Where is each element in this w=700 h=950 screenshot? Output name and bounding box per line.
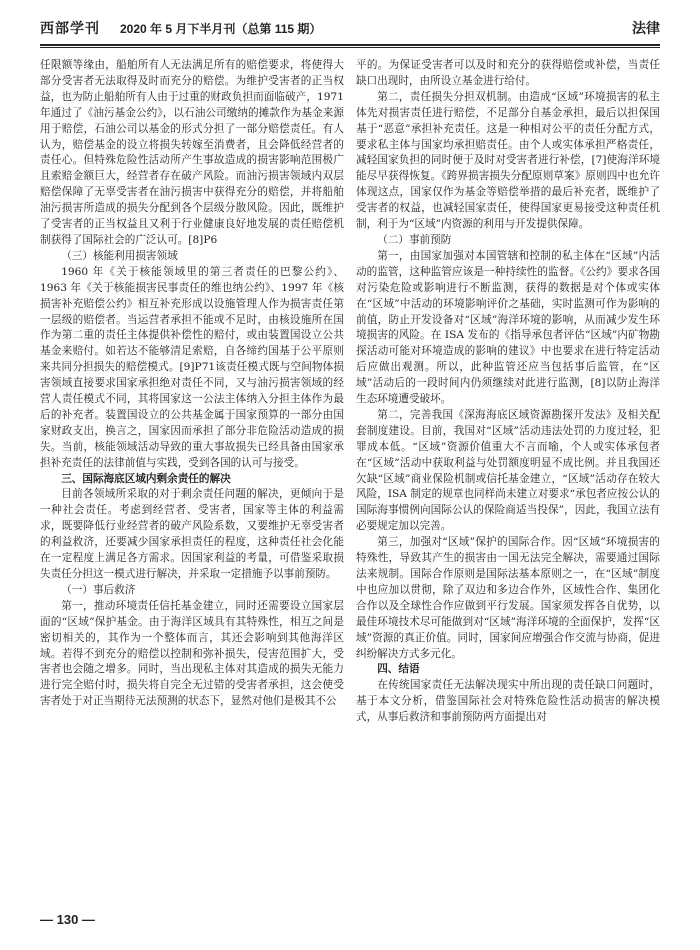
section-label: 法律 <box>632 20 660 36</box>
section-heading: 三、国际海底区域内剩余责任的解决 <box>61 472 231 485</box>
paragraph: 第二，完善我国《深海海底区域资源勘探开发法》及相关配套制度建设。目前，我国对“区域”活动违法处罚的力度过轻，犯罪成本低。“区域”资源价值重大不言而喻，个人或实体承包者在“区域”活动中获取利益与处罚额度明显不成比例。并且我国还欠缺“区域”商业保险机制或信托基金建立，“区域”活动存在较大风险，ISA 制定的规章也同样尚未建立对要求“承包者应按公认的国际海事惯例向国际公认的保险商适当投保”，因此，我国立法有必要规定加以完善。 <box>356 408 660 533</box>
section-heading: 四、结语 <box>377 663 420 676</box>
header-rule-thin <box>40 47 660 48</box>
header-rule <box>40 44 660 46</box>
right-column <box>356 58 660 726</box>
paragraph: 在传统国家责任无法解决现实中所出现的责任缺口问题时，基于本文分析，借鉴国际社会对特殊危险性活动损害的解决模式，从事后救济和事前预防两方面提出对 <box>356 679 660 724</box>
journal-title: 西部学刊 <box>40 21 100 37</box>
paragraph: 第一，推动环境责任信托基金建立，同时还需要设立国家层面的“区域”保护基金。由于海洋区域具有其特殊性，相互之间是密切相关的，其作为一个整体而言，其还会影响到其他海洋区域。若得不到充分的赔偿以控制和弥补损失，侵害范围扩大，受害者也会随之增多。同时，当出现私主体对其造成的损失无能力进行完全赔付时，损失将自完全无过错的受害者承担，这会使受害者处于对正当期待无法预测的状态下，显然对他们是极其不公 <box>40 599 344 708</box>
page-number: — 130 — <box>40 912 95 927</box>
paragraph: 第一，由国家加强对本国管辖和控制的私主体在“区域”内活动的监管，这种监管应该是一种持续性的监督。《公约》要求各国对污染危险或影响进行不断监测，获得的数据是对个体或实体在“区域”中活动的环境影响评价之基础，实时监测可作为影响的前值，防止开发设备对“区域”海洋环境的影响，从而减少发生环境损害的风险。在 ISA 发布的《指导承包者评估“区域”内矿物勘探活动可能对环境造成的影响的建议》中也要求在进行特定活动后应做出观测。所以，此种监管还应当包括事后监管，在“区域”活动后的一段时间内仍须继续对此进行监测，[8]以防止海洋生态环境遭受破坏。 <box>356 249 660 406</box>
paragraph: 平的。为保证受害者可以及时和充分的获得赔偿或补偿，当责任缺口出现时，由所设立基金进行给付。 <box>356 59 660 87</box>
paragraph: 1960 年《关于核能领域里的第三者责任的巴黎公约》、1963 年《关于核能损害民事责任的维也纳公约》、1997 年《核损害补充赔偿公约》相互补充形成以设施管理人作为损害责任第一层级的赔偿者。当运营者承担不能或不足时，由核设施所在国作为第二重的责任主体提供补偿性的赔付，或由装置国设立公共基金来赔付。如若达不能够清足索赔，自各缔约国基于公平原则来共同分担损失的赔偿模式。[9]P71该责任模式既与空间物体损害领域直接要求国家承担绝对责任不同，又与油污损害领域的经营人责任模式不同，其将国家这一公法主体纳入分担主体作为最后的补充者。装置国设立的公共基金属于国家预算的一部分由国家财政支出，换言之，国家因而承担了部分非危险活动造成的损失。当前，核能领域活动导致的重大事故损失已经具备由国家承担补充责任的法律前值与实践，受到各国的认可与接受。 <box>40 265 344 469</box>
paragraph: 第三，加强对“区域”保护的国际合作。因“区域”环境损害的特殊性，导致其产生的损害由一国无法完全解决，需要通过国际法来规制。国际合作原则是国际法基本原则之一，在“区域”制度中也应加以贯彻，除了双边和多边合作外，区域性合作、集团化合作以及全球性合作应做到平行发展。国家须发挥各自优势，以最佳环境技术尽可能做到对“区域”海洋环境的全面保护，发挥“区域”资源的真正价值。同时，国家间应增强合作交流与协商，促进纠纷解决方式多元化。 <box>356 536 660 660</box>
left-column <box>40 58 344 710</box>
page-header <box>40 14 660 40</box>
paragraph: 目前各领域所采取的对于剩余责任问题的解决，更倾向于是一种社会责任。考虑到经营者、受害者，国家等主体的利益需求，既要降低行业经营者的破产风险系数，又要维护无辜受害者的利益救济，还要减少国家承担责任的程度，这种责任社会化能在一定程度上满足各方需求。因国家利益的考量，可借鉴采取损失责任分担这一模式进行解决，并采取一定措施予以事前预防。 <box>40 488 344 580</box>
section-heading: （二）事前预防 <box>377 233 452 246</box>
paragraph: 第二，责任损失分担双机制。由造成“区域”环境损害的私主体先对损害责任进行赔偿，不足部分自基金承担，最后以担保国基于“恶意”承担补充责任。这是一种相对公平的责任分配方式，要求私主体与国家均承担赔责任。由个人或实体承担严格责任，减轻国家负担的同时便于及时对受害者进行补偿，[7]使海洋环境能尽早获得恢复。《跨界损害损失分配原则草案》原则四中也允许体现这点，国家仅作为基金等赔偿举措的最后补充者，既维护了受害者的权益，也减轻国家责任，使得国家更易接受这种责任机制，利于为“区域”内资源的利用与开发提供保障。 <box>356 90 660 231</box>
issue-info: 2020 年 5 月下半月刊（总第 115 期） <box>120 22 322 36</box>
section-heading: （三）核能利用损害领域 <box>61 249 178 262</box>
paragraph: 任限额等缘由，船舶所有人无法满足所有的赔偿要求，将使得大部分受害者无法取得及时而充分的赔偿。为维护受害者的正当权益，也为防止船舶所有人由于过重的财政负担而面临破产，1971 年通过了《油污基金公约》，以石油公司缴纳的摊款作为基金来源用于赔偿，石油公司以基金的形式分担了一部分赔偿责任。有人认为，赔偿基金的设立将损失转嫁至消费者，且会降低经营者的责任心。但特殊危险性活动所产生事故造成的损害影响范围极广且索赔金额巨大，经营者存在破产风险。而油污损害领域内双层赔偿保障了无辜受害者在油污损害中获得充分的赔偿，并将船舶油污损害所造成的损失分配到各个层级分散风险。因此，既维护了受害者的正当权益且又利于行业健康良好地发展的责任赔偿机制获得了国际社会的广泛认可。[8]P6 <box>40 59 344 246</box>
section-heading: （一）事后救济 <box>61 583 136 596</box>
